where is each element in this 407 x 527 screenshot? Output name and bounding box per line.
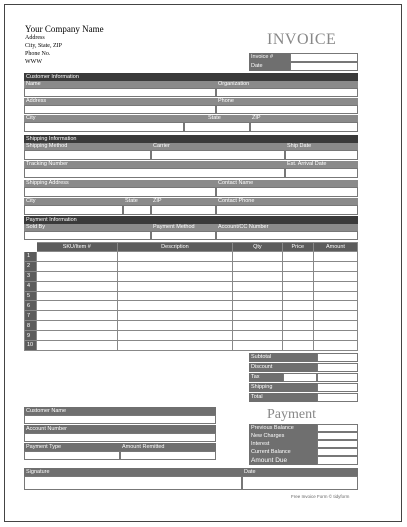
account-number-lower-label: Account Number <box>24 425 216 433</box>
description-cell[interactable] <box>117 331 233 341</box>
shipping-method-field[interactable] <box>24 150 151 160</box>
tracking-number-label: Tracking Number <box>24 161 285 168</box>
price-cell[interactable] <box>282 341 313 351</box>
qty-cell[interactable] <box>233 271 282 281</box>
signature-field[interactable] <box>24 476 242 490</box>
sold-by-label: Sold By <box>24 224 151 231</box>
table-row <box>25 252 358 262</box>
payment-type-label: Payment Type <box>24 443 120 451</box>
col-description: Description <box>117 243 233 252</box>
sku-cell[interactable] <box>36 341 117 351</box>
account-number-label: Account/CC Number <box>216 224 358 231</box>
description-cell[interactable] <box>117 291 233 301</box>
row-number: 9 <box>25 331 37 341</box>
invoice-number-label: Invoice # <box>249 53 290 62</box>
description-cell[interactable] <box>117 341 233 351</box>
discount-field[interactable] <box>317 363 358 372</box>
est-arrival-field[interactable] <box>285 168 358 178</box>
table-row <box>25 261 358 271</box>
shipping-zip-label: ZIP <box>151 198 216 205</box>
price-cell[interactable] <box>282 261 313 271</box>
shipping-state-label: State <box>123 198 151 205</box>
subtotal-label: Subtotal <box>249 353 317 362</box>
invoice-number-field[interactable] <box>290 53 358 62</box>
table-row <box>25 341 358 351</box>
interest-field[interactable] <box>317 440 358 448</box>
items-header-blank <box>25 243 37 252</box>
organization-field[interactable] <box>216 88 358 97</box>
qty-cell[interactable] <box>233 311 282 321</box>
account-number-field[interactable] <box>216 231 358 240</box>
price-cell[interactable] <box>282 321 313 331</box>
table-row <box>25 271 358 281</box>
col-price: Price <box>282 243 313 252</box>
company-name: Your Company Name <box>25 24 104 34</box>
payment-title: Payment <box>267 407 316 422</box>
amount-cell[interactable] <box>313 301 357 311</box>
sku-cell[interactable] <box>36 281 117 291</box>
shipping-city-field[interactable] <box>24 205 123 215</box>
sku-cell[interactable] <box>36 311 117 321</box>
amount-due-label: Amount Due <box>249 456 317 465</box>
tax-label: Tax <box>249 373 283 382</box>
items-table <box>24 242 358 351</box>
amount-cell[interactable] <box>313 311 357 321</box>
ship-date-field[interactable] <box>285 150 358 160</box>
amount-cell[interactable] <box>313 252 357 262</box>
customer-state-field[interactable] <box>184 122 250 132</box>
qty-cell[interactable] <box>233 291 282 301</box>
tax-field[interactable] <box>317 373 358 382</box>
amount-cell[interactable] <box>313 261 357 271</box>
current-balance-label: Current Balance <box>249 448 317 456</box>
signature-label: Signature <box>24 468 242 476</box>
description-cell[interactable] <box>117 321 233 331</box>
qty-cell[interactable] <box>233 281 282 291</box>
price-cell[interactable] <box>282 281 313 291</box>
description-cell[interactable] <box>117 252 233 262</box>
shipping-city-label: City <box>24 198 123 205</box>
table-row <box>25 301 358 311</box>
interest-label: Interest <box>249 440 317 448</box>
col-qty: Qty <box>233 243 282 252</box>
customer-name-lower-field[interactable] <box>24 415 216 424</box>
row-number: 7 <box>25 311 37 321</box>
company-city: City, State, ZIP <box>25 43 62 49</box>
row-number: 3 <box>25 271 37 281</box>
row-number: 1 <box>25 252 37 262</box>
sold-by-field[interactable] <box>24 231 151 240</box>
qty-cell[interactable] <box>233 331 282 341</box>
payment-method-label: Payment Method <box>151 224 216 231</box>
shipping-address-field[interactable] <box>24 187 216 197</box>
company-address: Address <box>25 35 45 41</box>
current-balance-field[interactable] <box>317 448 358 456</box>
sku-cell[interactable] <box>36 252 117 262</box>
payment-info-header: Payment Information <box>24 216 358 224</box>
qty-cell[interactable] <box>233 252 282 262</box>
invoice-page <box>4 4 402 522</box>
tracking-number-field[interactable] <box>24 168 285 178</box>
sku-cell[interactable] <box>36 291 117 301</box>
ship-date-label: Ship Date <box>285 143 358 150</box>
shipping-state-field[interactable] <box>123 205 151 215</box>
table-row <box>25 281 358 291</box>
tax-rate-field[interactable] <box>283 373 317 382</box>
previous-balance-field[interactable] <box>317 424 358 432</box>
table-row <box>25 331 358 341</box>
col-sku: SKU/Item # <box>36 243 117 252</box>
row-number: 6 <box>25 301 37 311</box>
amount-cell[interactable] <box>313 271 357 281</box>
amount-remitted-field[interactable] <box>120 451 216 460</box>
subtotal-field[interactable] <box>317 353 358 362</box>
table-row <box>25 321 358 331</box>
row-number: 10 <box>25 341 37 351</box>
customer-phone-field[interactable] <box>216 105 358 114</box>
carrier-field[interactable] <box>151 150 285 160</box>
payment-method-field[interactable] <box>151 231 216 240</box>
price-cell[interactable] <box>282 311 313 321</box>
company-web: WWW <box>25 59 42 65</box>
amount-due-field[interactable] <box>317 456 358 465</box>
shipping-address-label: Shipping Address <box>24 180 216 187</box>
total-label: Total <box>249 393 317 402</box>
price-cell[interactable] <box>282 331 313 341</box>
row-number: 5 <box>25 291 37 301</box>
customer-address-label: Address <box>24 98 216 105</box>
contact-name-label: Contact Name <box>216 180 358 187</box>
contact-name-field[interactable] <box>216 187 358 197</box>
contact-phone-field[interactable] <box>216 205 358 215</box>
customer-name-label: Name <box>24 81 216 88</box>
sku-cell[interactable] <box>36 301 117 311</box>
items-header-row <box>25 243 358 252</box>
qty-cell[interactable] <box>233 341 282 351</box>
qty-cell[interactable] <box>233 301 282 311</box>
payment-type-field[interactable] <box>24 451 120 460</box>
signature-date-field[interactable] <box>242 476 358 490</box>
est-arrival-label: Est. Arrival Date <box>285 161 358 168</box>
shipping-method-label: Shipping Method <box>24 143 151 150</box>
description-cell[interactable] <box>117 271 233 281</box>
invoice-title: INVOICE <box>267 31 337 48</box>
amount-remitted-label: Amount Remitted <box>120 443 216 451</box>
qty-cell[interactable] <box>233 261 282 271</box>
footer-credit: Free Invoice Form © tidyform <box>291 494 350 499</box>
signature-date-label: Date <box>242 468 358 476</box>
shipping-info-header: Shipping Information <box>24 135 358 143</box>
sku-cell[interactable] <box>36 331 117 341</box>
customer-state-label: State <box>184 115 250 122</box>
customer-zip-label: ZIP <box>250 115 358 122</box>
table-row <box>25 291 358 301</box>
shipping-zip-field[interactable] <box>151 205 216 215</box>
amount-cell[interactable] <box>313 291 357 301</box>
price-cell[interactable] <box>282 301 313 311</box>
amount-cell[interactable] <box>313 331 357 341</box>
contact-phone-label: Contact Phone <box>216 198 358 205</box>
row-number: 2 <box>25 261 37 271</box>
customer-info-header: Customer Information <box>24 73 358 81</box>
description-cell[interactable] <box>117 311 233 321</box>
customer-city-label: City <box>24 115 184 122</box>
amount-cell[interactable] <box>313 281 357 291</box>
new-charges-field[interactable] <box>317 432 358 440</box>
organization-label: Organization <box>216 81 358 88</box>
price-cell[interactable] <box>282 291 313 301</box>
customer-phone-label: Phone <box>216 98 358 105</box>
sku-cell[interactable] <box>36 321 117 331</box>
sku-cell[interactable] <box>36 271 117 281</box>
previous-balance-label: Previous Balance <box>249 424 317 432</box>
col-amount: Amount <box>313 243 357 252</box>
qty-cell[interactable] <box>233 321 282 331</box>
description-cell[interactable] <box>117 301 233 311</box>
company-phone: Phone No. <box>25 51 51 57</box>
total-field[interactable] <box>317 393 358 402</box>
date-field[interactable] <box>290 62 358 71</box>
customer-city-field[interactable] <box>24 122 184 132</box>
shipping-total-label: Shipping <box>249 383 317 392</box>
table-row <box>25 311 358 321</box>
price-cell[interactable] <box>282 252 313 262</box>
sku-cell[interactable] <box>36 261 117 271</box>
amount-cell[interactable] <box>313 341 357 351</box>
customer-zip-field[interactable] <box>250 122 358 132</box>
price-cell[interactable] <box>282 271 313 281</box>
row-number: 4 <box>25 281 37 291</box>
description-cell[interactable] <box>117 261 233 271</box>
customer-name-field[interactable] <box>24 88 216 97</box>
date-label: Date <box>249 62 290 71</box>
customer-name-lower-label: Customer Name <box>24 407 216 415</box>
customer-address-field[interactable] <box>24 105 216 114</box>
row-number: 8 <box>25 321 37 331</box>
discount-label: Discount <box>249 363 317 372</box>
new-charges-label: New Charges <box>249 432 317 440</box>
carrier-label: Carrier <box>151 143 285 150</box>
amount-cell[interactable] <box>313 321 357 331</box>
shipping-total-field[interactable] <box>317 383 358 392</box>
description-cell[interactable] <box>117 281 233 291</box>
account-number-lower-field[interactable] <box>24 433 216 442</box>
